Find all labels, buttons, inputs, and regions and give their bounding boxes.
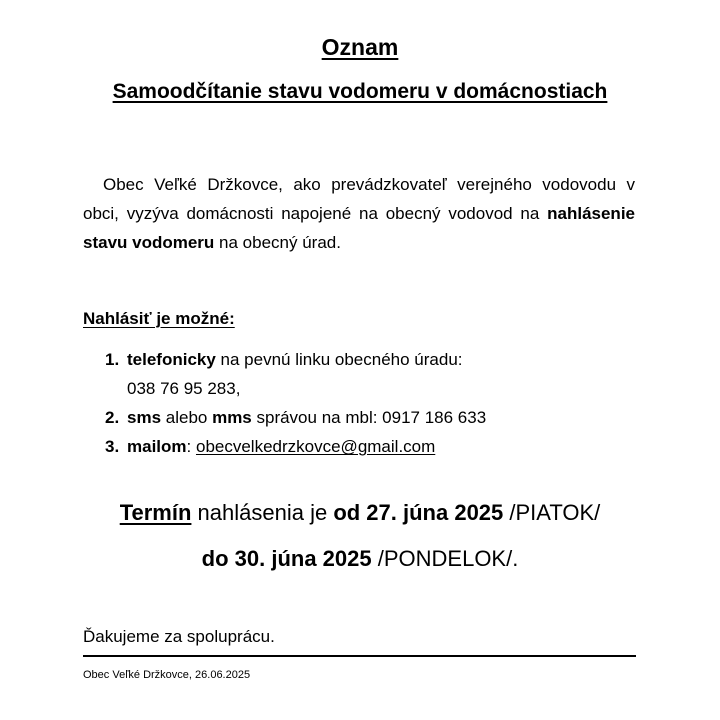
deadline-to: do 30. júna 2025 — [201, 546, 372, 571]
list-number: 3. — [105, 437, 120, 456]
notice-title: Oznam — [321, 34, 399, 60]
thanks-text: Ďakujeme za spoluprácu. — [83, 627, 275, 646]
list-number: 2. — [105, 408, 120, 427]
deadline-label: Termín — [119, 500, 192, 525]
list-item — [105, 345, 645, 374]
methods-heading: Nahlásiť je možné: — [83, 309, 235, 328]
phone-number: 038 76 95 283, — [127, 379, 241, 398]
intro-highlight: nahlásenie stavu vodomeru — [83, 204, 635, 252]
deadline-line-1 — [0, 500, 720, 526]
list-item — [105, 403, 645, 432]
deadline-day-2: /PONDELOK/. — [371, 546, 519, 571]
intro-text-end: na obecný úrad. — [214, 233, 341, 252]
deadline-from: od 27. júna 2025 — [333, 500, 504, 525]
intro-text-start: Obec Veľké Držkovce, ako prevádzkovateľ verejného vodovodu v obci, vyzýva domácnosti napojené na obecný vodovod na — [83, 175, 635, 223]
method-name: sms — [127, 408, 162, 427]
intro-paragraph — [83, 170, 635, 257]
list-item — [105, 432, 645, 461]
deadline-line-2 — [0, 546, 720, 572]
footer-text: Obec Veľké Držkovce, 26.06.2025 — [83, 669, 251, 681]
methods-list — [105, 345, 645, 461]
email-link[interactable]: obecvelkedrzkovce@gmail.com — [195, 437, 436, 456]
deadline-text: nahlásenia je — [191, 500, 334, 525]
deadline-day-1: /PIATOK/ — [503, 500, 601, 525]
divider — [83, 655, 636, 657]
method-connector: alebo — [161, 408, 213, 427]
method-text: : — [186, 437, 196, 456]
method-text: na pevnú linku obecného úradu: — [215, 350, 463, 369]
method-name: mailom — [127, 437, 187, 456]
notice-subtitle: Samoodčítanie stavu vodomeru v domácnostiach — [112, 80, 608, 103]
method-text: správou na mbl: 0917 186 633 — [251, 408, 487, 427]
list-number: 1. — [105, 350, 120, 369]
method-name: telefonicky — [127, 350, 216, 369]
method-name-2: mms — [212, 408, 252, 427]
